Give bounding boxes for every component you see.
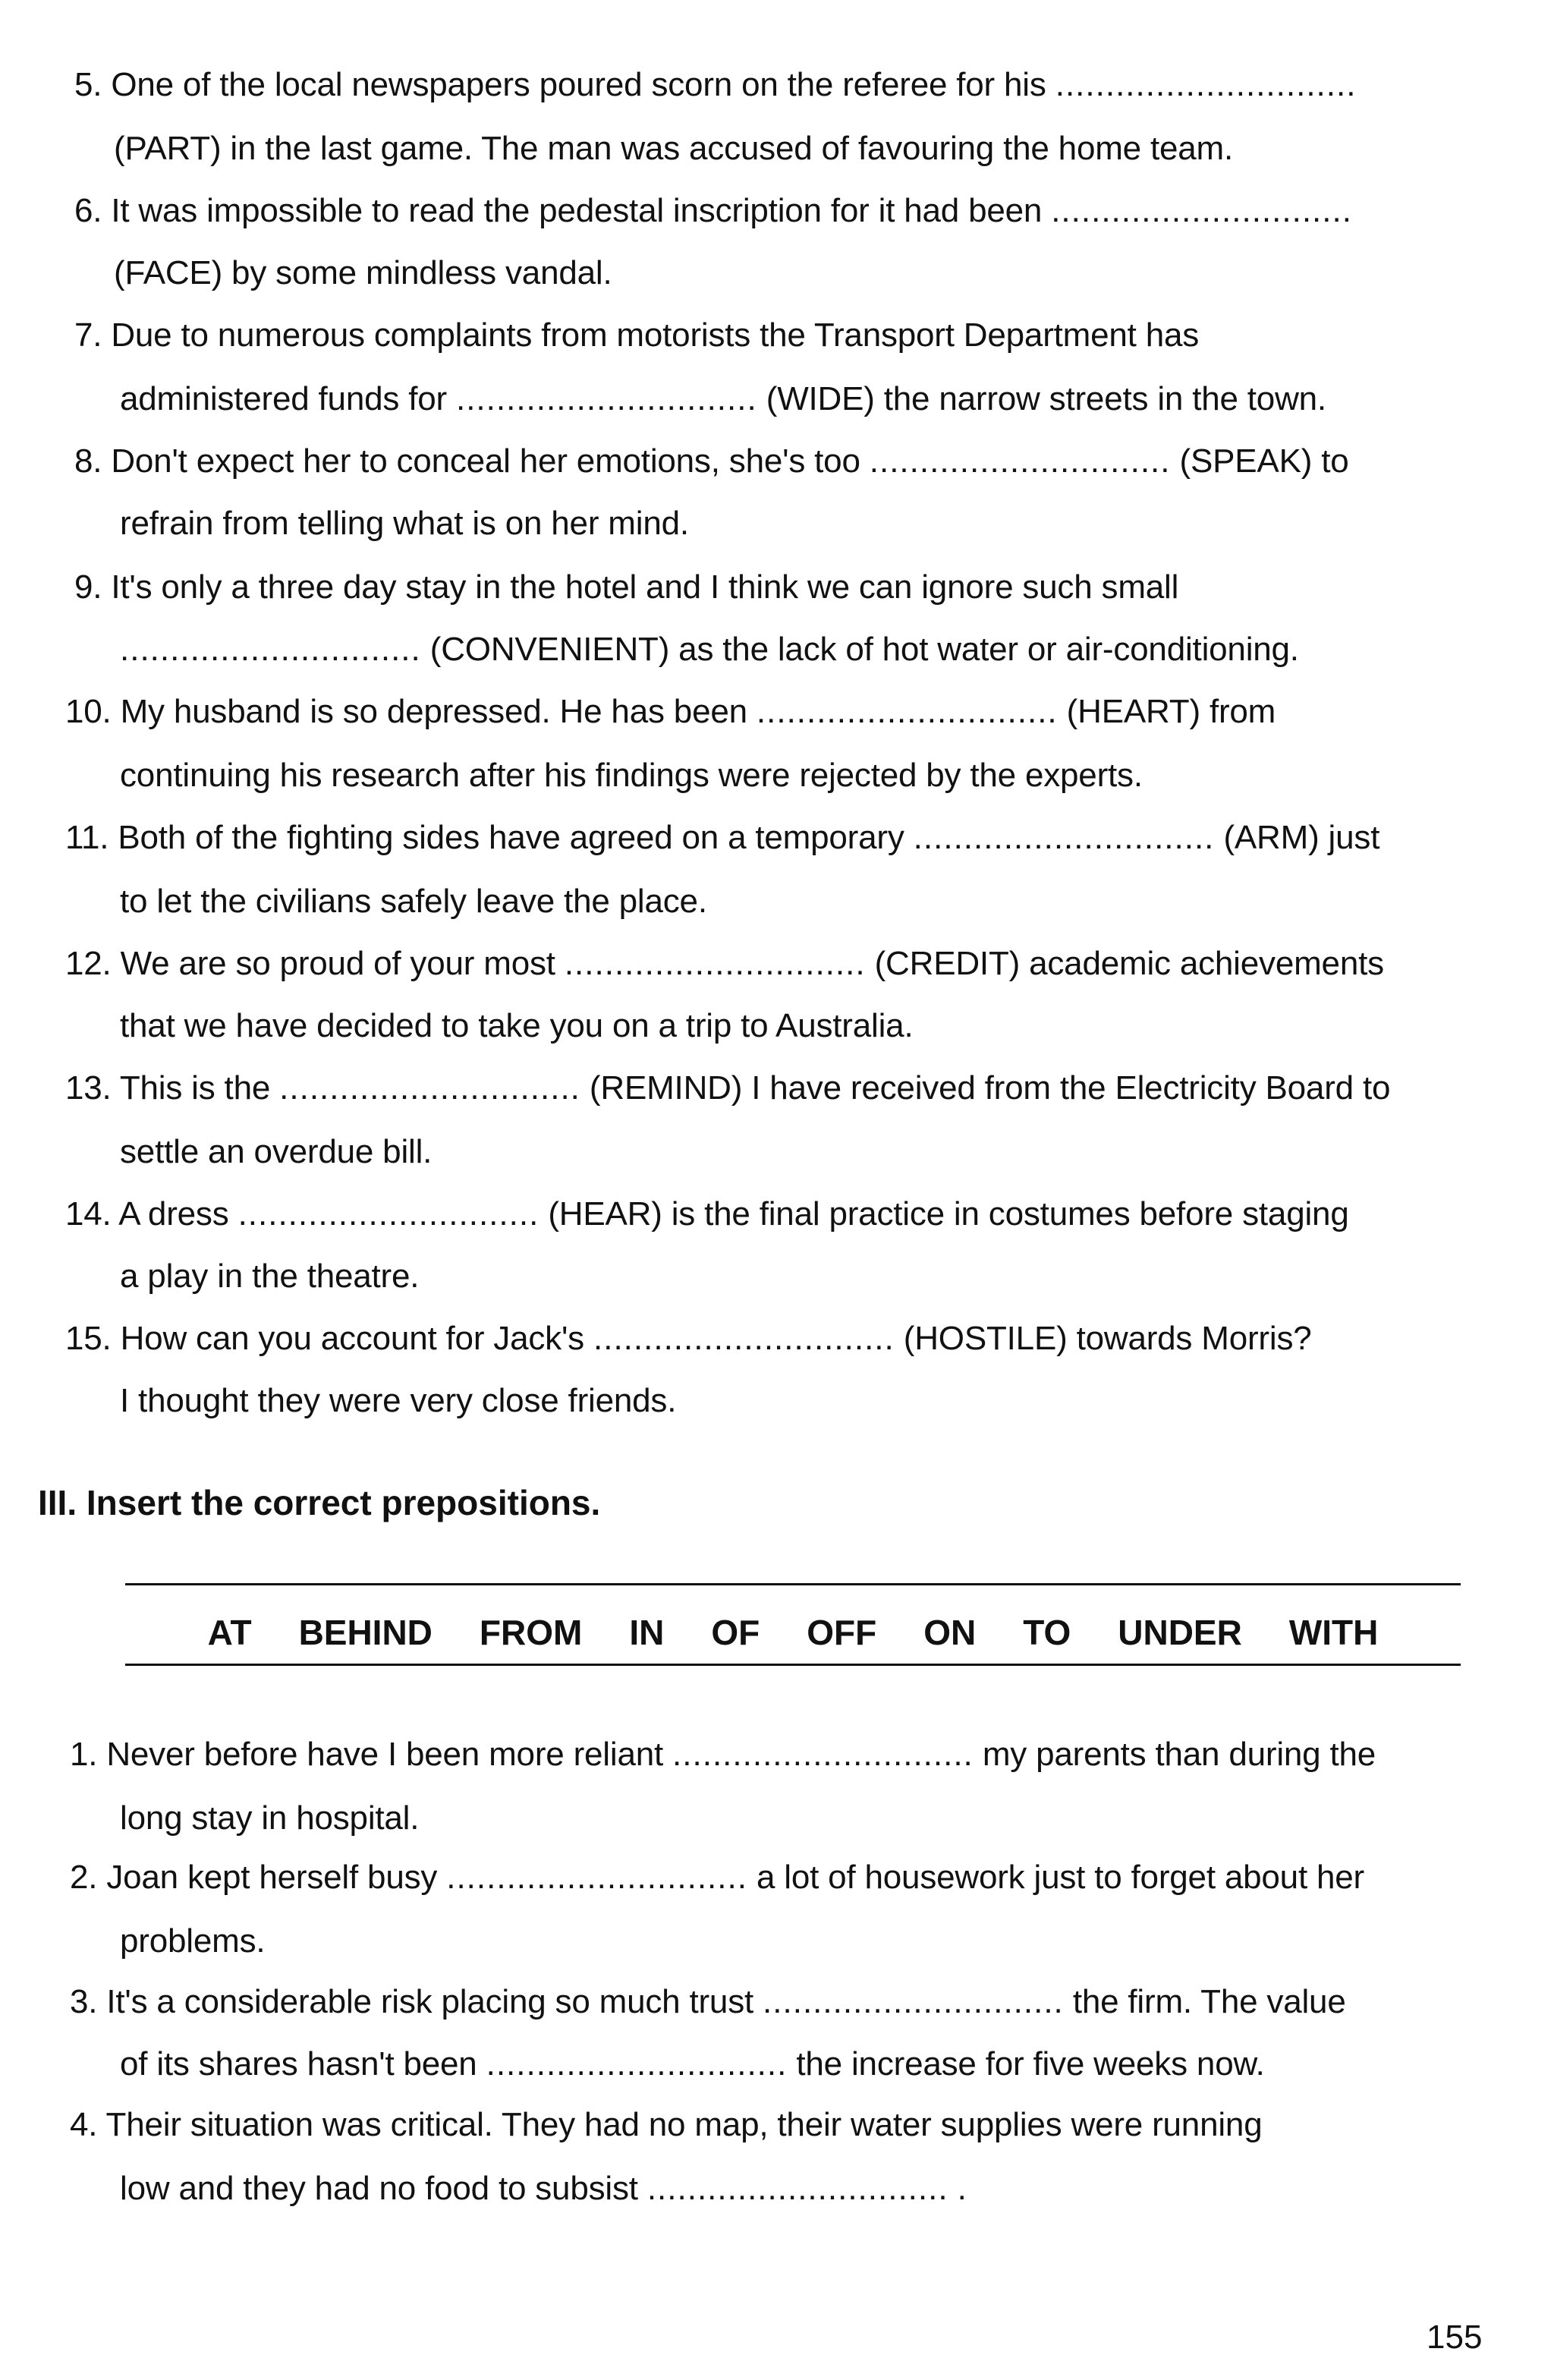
prep-item-3-line-2: [120, 2042, 1265, 2087]
prep-item-1-line-1: [70, 1732, 1376, 1777]
word-option: ON: [923, 1613, 977, 1652]
word-box-top-rule: [125, 1583, 1461, 1585]
word-option: OF: [711, 1613, 760, 1652]
item-number: 8.: [74, 442, 102, 480]
answer-blank[interactable]: ..............................: [593, 1320, 895, 1357]
item-text: a lot of housework just to forget about her: [747, 1859, 1364, 1896]
prep-item-1-line-2: long stay in hospital.: [120, 1799, 420, 1837]
answer-blank[interactable]: ..............................: [1051, 192, 1352, 229]
item-11-line-2: to let the civilians safely leave the place.: [120, 883, 707, 920]
word-option: WITH: [1288, 1613, 1379, 1652]
item-text: the increase for five weeks now.: [787, 2045, 1265, 2082]
word-option: OFF: [807, 1613, 877, 1652]
item-text: One of the local newspapers poured scorn on the referee for his: [111, 66, 1055, 103]
item-text: (CREDIT) academic achievements: [865, 945, 1384, 982]
answer-blank[interactable]: ..............................: [646, 2170, 948, 2207]
item-text: It was impossible to read the pedestal inscription for it had been: [111, 192, 1052, 229]
word-option: BEHIND: [298, 1613, 433, 1652]
item-7-line-2: [120, 376, 1326, 422]
item-text: Due to numerous complaints from motorists the Transport Department has: [111, 316, 1200, 354]
item-number: 10.: [65, 693, 112, 730]
prep-item-2-line-1: [70, 1855, 1364, 1900]
item-text: administered funds for: [120, 380, 456, 417]
item-text: Joan kept herself busy: [106, 1859, 447, 1896]
prep-item-3-line-1: [70, 1979, 1346, 2025]
item-8-line-1: [74, 439, 1349, 484]
item-number: 12.: [65, 945, 112, 982]
item-text: (HEART) from: [1057, 693, 1276, 730]
item-text: Never before have I been more reliant: [106, 1736, 673, 1773]
preposition-word-box: [125, 1607, 1461, 1658]
item-text: .: [948, 2170, 967, 2207]
answer-blank[interactable]: ..............................: [672, 1736, 974, 1773]
item-9-line-1: [74, 565, 1178, 610]
item-15-line-2: I thought they were very close friends.: [120, 1382, 677, 1419]
item-number: 14.: [65, 1195, 112, 1232]
item-15-line-1: [65, 1316, 1312, 1362]
word-option: IN: [629, 1613, 665, 1652]
item-text: low and they had no food to subsist: [120, 2170, 647, 2207]
item-text: (SPEAK) to: [1170, 442, 1349, 480]
answer-blank[interactable]: ..............................: [238, 1195, 539, 1232]
word-option: UNDER: [1118, 1613, 1242, 1652]
item-text: It's a considerable risk placing so much trust: [106, 1983, 763, 2020]
answer-blank[interactable]: ..............................: [279, 1069, 580, 1107]
answer-blank[interactable]: ..............................: [120, 631, 421, 668]
item-13-line-2: settle an overdue bill.: [120, 1133, 433, 1170]
item-text: My husband is so depressed. He has been: [120, 693, 757, 730]
item-number: 11.: [65, 819, 109, 856]
item-text: (HEAR) is the final practice in costumes before staging: [539, 1195, 1349, 1232]
section-heading: III. Insert the correct prepositions.: [38, 1483, 601, 1522]
item-number: 3.: [70, 1983, 98, 2020]
item-text: (REMIND) I have received from the Electricity Board to: [580, 1069, 1391, 1107]
item-10-line-1: [65, 689, 1276, 735]
item-13-line-1: [65, 1066, 1390, 1111]
word-option: AT: [207, 1613, 252, 1652]
item-7-line-1: [74, 313, 1199, 358]
item-number: 5.: [74, 66, 102, 103]
item-number: 13.: [65, 1069, 112, 1107]
word-option: TO: [1023, 1613, 1071, 1652]
prep-item-4-line-2: [120, 2166, 967, 2212]
item-number: 7.: [74, 316, 102, 354]
item-9-line-2: [120, 627, 1299, 672]
answer-blank[interactable]: ..............................: [869, 442, 1171, 480]
item-text: of its shares hasn't been: [120, 2045, 486, 2082]
item-5-line-1: [74, 62, 1356, 108]
item-text: the firm. The value: [1063, 1983, 1346, 2020]
item-14-line-1: [65, 1192, 1349, 1237]
item-number: 9.: [74, 568, 102, 606]
item-number: 6.: [74, 192, 102, 229]
item-number: 4.: [70, 2106, 98, 2143]
page-number: 155: [1427, 2319, 1483, 2356]
item-12-line-1: [65, 941, 1384, 987]
answer-blank[interactable]: ..............................: [763, 1983, 1064, 2020]
item-text: (WIDE) the narrow streets in the town.: [757, 380, 1326, 417]
item-number: 2.: [70, 1859, 98, 1896]
prep-item-2-line-2: problems.: [120, 1922, 266, 1960]
item-text: Don't expect her to conceal her emotions, she's too: [111, 442, 870, 480]
item-text: (ARM) just: [1214, 819, 1380, 856]
answer-blank[interactable]: ..............................: [1055, 66, 1357, 103]
item-text: Their situation was critical. They had no map, their water supplies were running: [105, 2106, 1263, 2143]
prep-item-4-line-1: [70, 2102, 1262, 2148]
item-text: This is the: [119, 1069, 280, 1107]
item-number: 1.: [70, 1736, 98, 1773]
item-text: my parents than during the: [973, 1736, 1376, 1773]
answer-blank[interactable]: ..............................: [455, 380, 757, 417]
item-text: A dress: [118, 1195, 238, 1232]
answer-blank[interactable]: ..............................: [913, 819, 1215, 856]
item-text: Both of the fighting sides have agreed on a temporary: [118, 819, 914, 856]
answer-blank[interactable]: ..............................: [486, 2045, 788, 2082]
item-number: 15.: [65, 1320, 112, 1357]
item-11-line-1: [65, 815, 1379, 861]
item-10-line-2: continuing his research after his findings were rejected by the experts.: [120, 757, 1143, 794]
item-6-line-2: (FACE) by some mindless vandal.: [114, 254, 612, 291]
item-text: We are so proud of your most: [120, 945, 565, 982]
item-12-line-2: that we have decided to take you on a trip to Australia.: [120, 1007, 914, 1044]
word-option: FROM: [479, 1613, 583, 1652]
item-8-line-2: refrain from telling what is on her mind.: [120, 505, 689, 542]
item-text: (HOSTILE) towards Morris?: [894, 1320, 1312, 1357]
item-text: It's only a three day stay in the hotel and I think we can ignore such small: [111, 568, 1179, 606]
item-6-line-1: [74, 188, 1352, 234]
item-text: How can you account for Jack's: [120, 1320, 593, 1357]
answer-blank[interactable]: ..............................: [756, 693, 1058, 730]
item-14-line-2: a play in the theatre.: [120, 1258, 420, 1295]
answer-blank[interactable]: ..............................: [564, 945, 866, 982]
word-box-bottom-rule: [125, 1664, 1461, 1666]
answer-blank[interactable]: ..............................: [446, 1859, 747, 1896]
item-text: (CONVENIENT) as the lack of hot water or air-conditioning.: [420, 631, 1299, 668]
item-5-line-2: (PART) in the last game. The man was accused of favouring the home team.: [114, 130, 1234, 167]
